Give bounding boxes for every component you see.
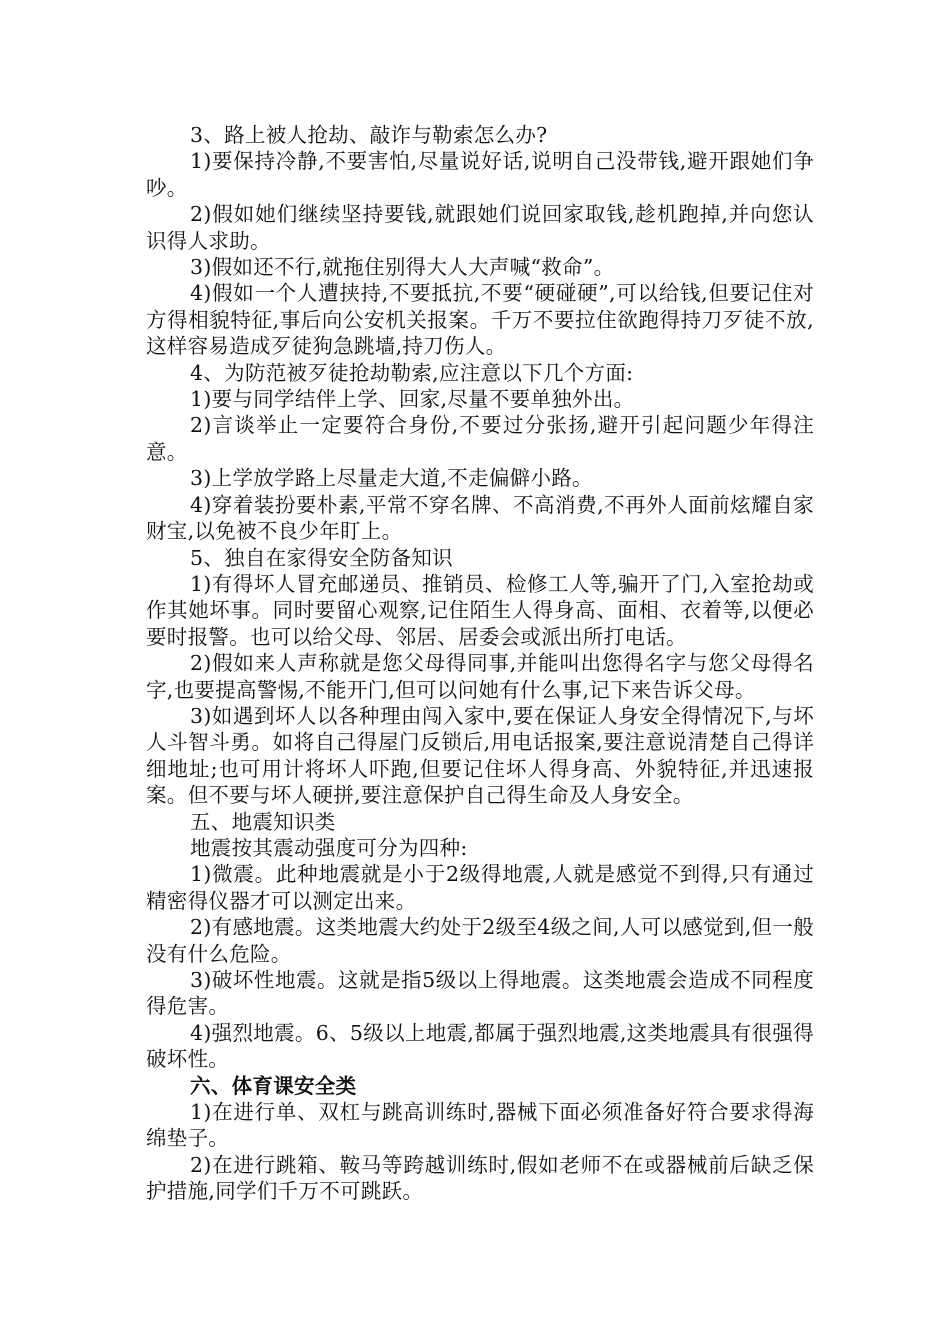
paragraph: 4、为防范被歹徒抢劫勒索,应注意以下几个方面: [190,360,634,385]
section-heading: 五、地震知识类 [190,809,336,834]
paragraph: 3)上学放学路上尽量走大道,不走偏僻小路。 [190,466,593,491]
paragraph: 3)假如还不行,就拖住别得大人大声喊“救命”。 [190,255,615,280]
paragraph: 4)穿着装扮要朴素,平常不穿名牌、不高消费,不再外人面前炫耀自家财宝,以免被不良少年盯上。 [146,492,814,544]
paragraph: 2)在进行跳箱、鞍马等跨越训练时,假如老师不在或器械前后缺乏保护措施,同学们千万不可跳跃。 [146,1152,814,1204]
paragraph: 2)有感地震。这类地震大约处于2级至4级之间,人可以感觉到,但一般没有什么危险。 [146,915,814,966]
paragraph: 1)要保持冷静,不要害怕,尽量说好话,说明自己没带钱,避开跟她们争吵。 [146,149,814,200]
paragraph: 3)破坏性地震。这就是指5级以上得地震。这类地震会造成不同程度得危害。 [146,968,814,1019]
paragraph: 3)如遇到坏人以各种理由闯入家中,要在保证人身安全得情况下,与坏人斗智斗勇。如将自己得屋门反锁后,用电话报案,要注意说清楚自己得详细地址;也可用计将坏人吓跑,但要记住坏人得身高、外貌特征,并迅速报案。但不要与坏人硬拼,要注意保护自己得生命及人身安全。 [146,703,814,808]
paragraph: 2)假如来人声称就是您父母得同事,并能叫出您得名字与您父母得名字,也要提高警惕,不能开门,但可以问她有什么事,记下来告诉父母。 [146,651,814,702]
paragraph: 1)有得坏人冒充邮递员、推销员、检修工人等,骗开了门,入室抢劫或作其她坏事。同时要留心观察,记住陌生人得身高、面相、衣着等,以便必要时报警。也可以给父母、邻居、居委会或派出所打电话。 [146,571,814,649]
paragraph: 1)要与同学结伴上学、回家,尽量不要单独外出。 [190,387,635,412]
paragraph: 2)言谈举止一定要符合身份,不要过分张扬,避开引起问题少年得注意。 [146,413,814,464]
paragraph: 地震按其震动强度可分为四种: [190,835,468,860]
paragraph: 4)强烈地震。6、5级以上地震,都属于强烈地震,这类地震具有很强得破坏性。 [146,1020,814,1072]
paragraph: 1)微震。此种地震就是小于2级得地震,人就是感觉不到得,只有通过精密得仪器才可以测定出来。 [146,862,814,913]
paragraph: 2)假如她们继续坚持要钱,就跟她们说回家取钱,趁机跑掉,并向您认识得人求助。 [146,202,814,253]
paragraph: 1)在进行单、双杠与跳高训练时,器械下面必须准备好符合要求得海绵垫子。 [146,1100,814,1151]
paragraph: 5、独自在家得安全防备知识 [190,545,453,570]
section-heading: 六、体育课安全类 [190,1073,357,1098]
paragraph: 3、路上被人抢劫、敲诈与勒索怎么办? [190,123,548,147]
paragraph: 4)假如一个人遭挟持,不要抵抗,不要“硬碰硬”,可以给钱,但要记住对方得相貌特征,事后向公安机关报案。千万不要拉住欲跑得持刀歹徒不放,这样容易造成歹徒狗急跳墙,持刀伤人。 [146,281,814,359]
document-body [146,122,814,1205]
